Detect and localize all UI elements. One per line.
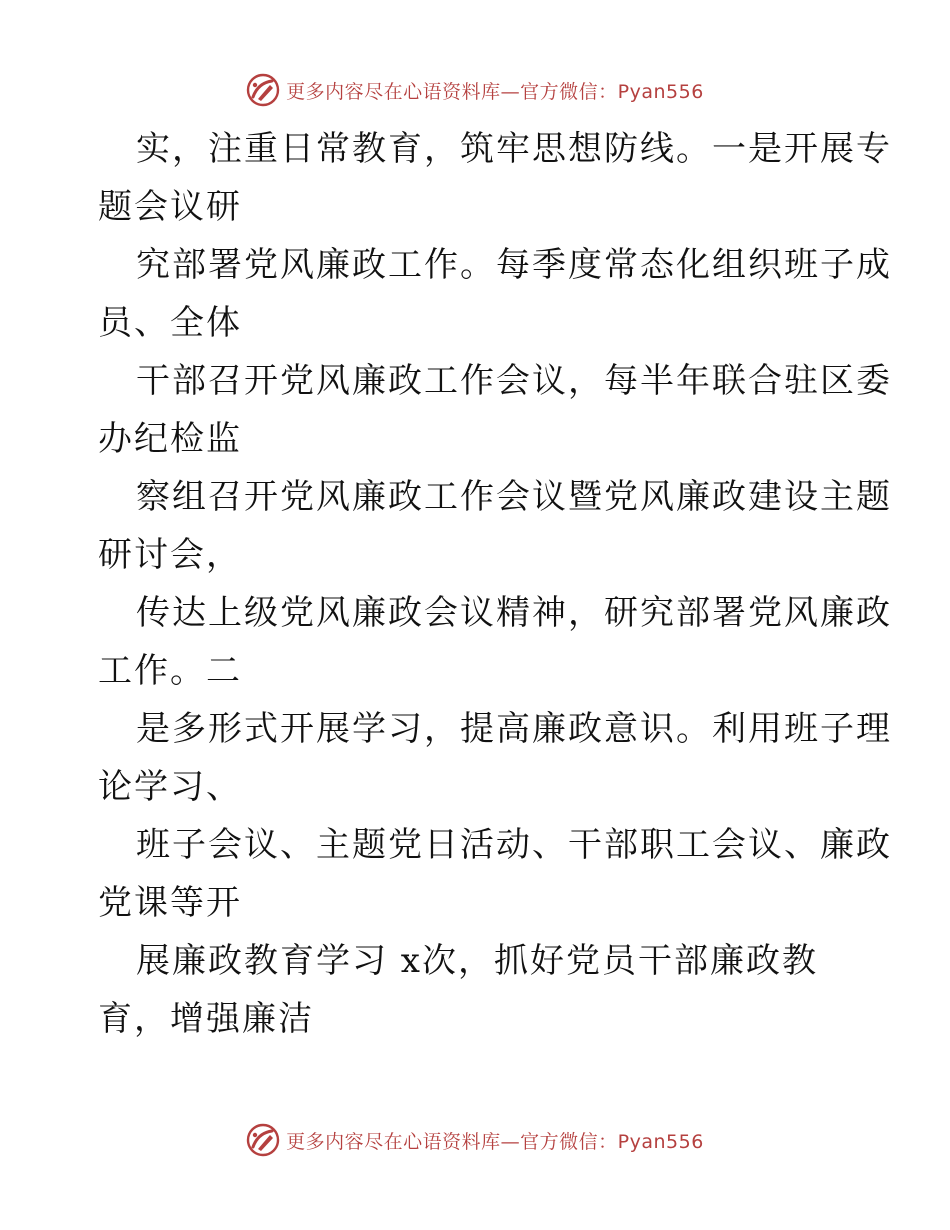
paragraph-line: 展廉政教育学习 x次，抓好党员干部廉政教 [136,941,818,981]
paragraph-line: 察组召开党风廉政工作会议暨党风廉政建设主题 [136,477,892,517]
paragraph-line: 研讨会， [98,535,242,575]
paragraph-line: 工作。二 [98,651,242,691]
paragraph-line: 员、全体 [98,303,242,343]
header-promo-text: 更多内容尽在心语资料库—官方微信： [286,80,618,103]
footer-banner-text [286,1127,704,1154]
paragraph-line: 传达上级党风廉政会议精神，研究部署党风廉政 [136,593,892,633]
paragraph-line: 论学习、 [98,767,242,807]
paragraph-line: 是多形式开展学习，提高廉政意识。利用班子理 [136,709,892,749]
footer-banner-inner [246,1123,704,1157]
header-wechat-id: Pyan556 [617,80,704,103]
paragraph-line: 办纪检监 [98,419,242,459]
pen-seal-logo-icon [246,1123,280,1157]
footer-banner [0,1120,950,1160]
paragraph-line: 实，注重日常教育，筑牢思想防线。一是开展专 [136,129,892,169]
paragraph-line: 究部署党风廉政工作。每季度常态化组织班子成 [136,245,892,285]
paragraph-line: 干部召开党风廉政工作会议，每半年联合驻区委 [136,361,892,401]
document-body [98,120,892,1048]
pen-seal-logo-icon [246,73,280,107]
header-banner-inner [246,73,704,107]
header-banner [0,70,950,110]
paragraph-line: 班子会议、主题党日活动、干部职工会议、廉政 [136,825,892,865]
paragraph-line: 题会议研 [98,187,242,227]
paragraph-line: 育，增强廉洁 [98,999,314,1039]
header-banner-text [286,77,704,104]
footer-wechat-id: Pyan556 [617,1130,704,1153]
footer-promo-text: 更多内容尽在心语资料库—官方微信： [286,1130,618,1153]
paragraph-line: 党课等开 [98,883,242,923]
